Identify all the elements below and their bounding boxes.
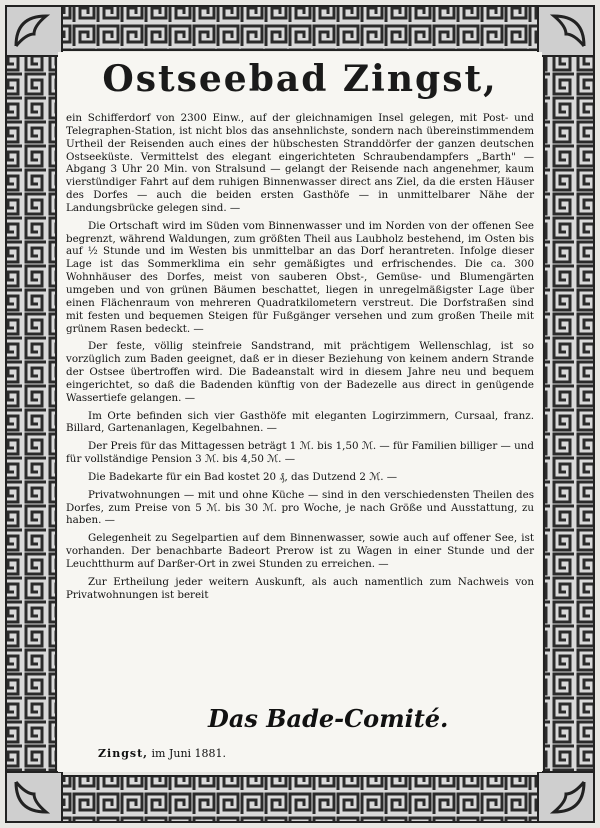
advertisement-sheet xyxy=(58,52,542,772)
paragraph-excursions: Gelegenheit zu Segelpartien auf dem Binnenwasser, sowie auch auf offener See, ist vorhanden. Der benachbarte Badeort Prerow ist zu Wagen in einer Stunde und der Leuchtthurm auf Darßer-Ort in zwei Stunden zu erreichen. — xyxy=(66,532,534,570)
paragraph-contact: Zur Ertheilung jeder weitern Auskunft, als auch namentlich zum Nachweis von Privatwohnungen ist bereit xyxy=(66,575,534,601)
paragraph-bath-ticket: Die Badekarte für ein Bad kostet 20 ₰, das Dutzend 2 ℳ. — xyxy=(88,470,398,483)
paragraph-beach: Der feste, völlig steinfreie Sandstrand, mit prächtigem Wellenschlag, ist so vorzüglich zum Baden geeignet, daß er in dieser Beziehung von keinem andern Strande der Ostsee übertroffen wird. Die Badeanstalt wird in diesem Jahre neu und bequem eingerichtet, so daß die Badenden künftig von der Badezelle aus direct in genügende Wassertiefe gelangen. — xyxy=(66,340,534,404)
signature: Das Bade-Comité. xyxy=(208,704,449,733)
paragraph-intro: ein Schifferdorf von 2300 Einw., auf der gleichnamigen Insel gelegen, mit Post- und Telegraphen-Station, ist nicht blos das ansehnlichste, sondern nach übereinstimmendem Urtheil der Reisenden auch eines der hübschesten Stranddörfer der ganzen deutschen Ostseeküste. Vermittelst des elegant eingerichteten Schraubendampfers „Barth" — Abgang 3 Uhr 20 Min. von Stralsund — gelangt der Reisende nach angenehmer, kaum vierstündiger Fahrt auf dem ruhigen Binnenwasser direct ans Ziel, da die ersten Häuser des Dorfes — auch die beiden ersten Gasthöfe — in unmittelbarer Nähe der Landungsbrücke gelegen sind. — xyxy=(66,112,534,214)
date: im Juni 1881. xyxy=(151,747,227,760)
advert-body xyxy=(66,112,534,607)
paragraph-lodgings: Privatwohnungen — mit und ohne Küche — sind in den verschiedensten Theilen des Dorfes, zum Preise von 5 ℳ. bis 30 ℳ. pro Woche, je nach Größe und Ausstattung, zu haben. — xyxy=(66,488,534,527)
paragraph-location: Die Ortschaft wird im Süden vom Binnenwasser und im Norden von der offenen See begrenzt, während Waldungen, zum größten Theil aus Laubholz bestehend, im Osten bis auf ½ Stunde und im Westen bis unmittelbar an das Dorf herantreten. Infolge dieser Lage ist das Sommerklima ein sehr gemäßigtes und erfrischendes. Die ca. 300 Wohnhäuser des Dorfes, meist von sauberen Obst-, Gemüse- und Blumengärten umgeben und von grünen Bäumen beschattet, liegen in unregelmäßigster Lage über einen Flächenraum von mehreren Quadratkilometern verstreut. Die Dorfstraßen sind mit festen und bequemen Steigen für Fußgänger versehen und zum großen Theile mit grünem Rasen bedeckt. — xyxy=(66,219,534,335)
page-title: Ostseebad Zingst, xyxy=(102,58,498,100)
paragraph-inns: Im Orte befinden sich vier Gasthöfe mit eleganten Logirzimmern, Cursaal, franz. Billard, Gartenanlagen, Kegelbahnen. — xyxy=(66,409,534,435)
place-date xyxy=(98,747,226,760)
paragraph-prices: Der Preis für das Mittagessen beträgt 1 ℳ. bis 1,50 ℳ. — für Familien billiger — und für vollständige Pension 3 ℳ. bis 4,50 ℳ. — xyxy=(66,440,534,466)
place: Zingst, xyxy=(98,747,149,760)
